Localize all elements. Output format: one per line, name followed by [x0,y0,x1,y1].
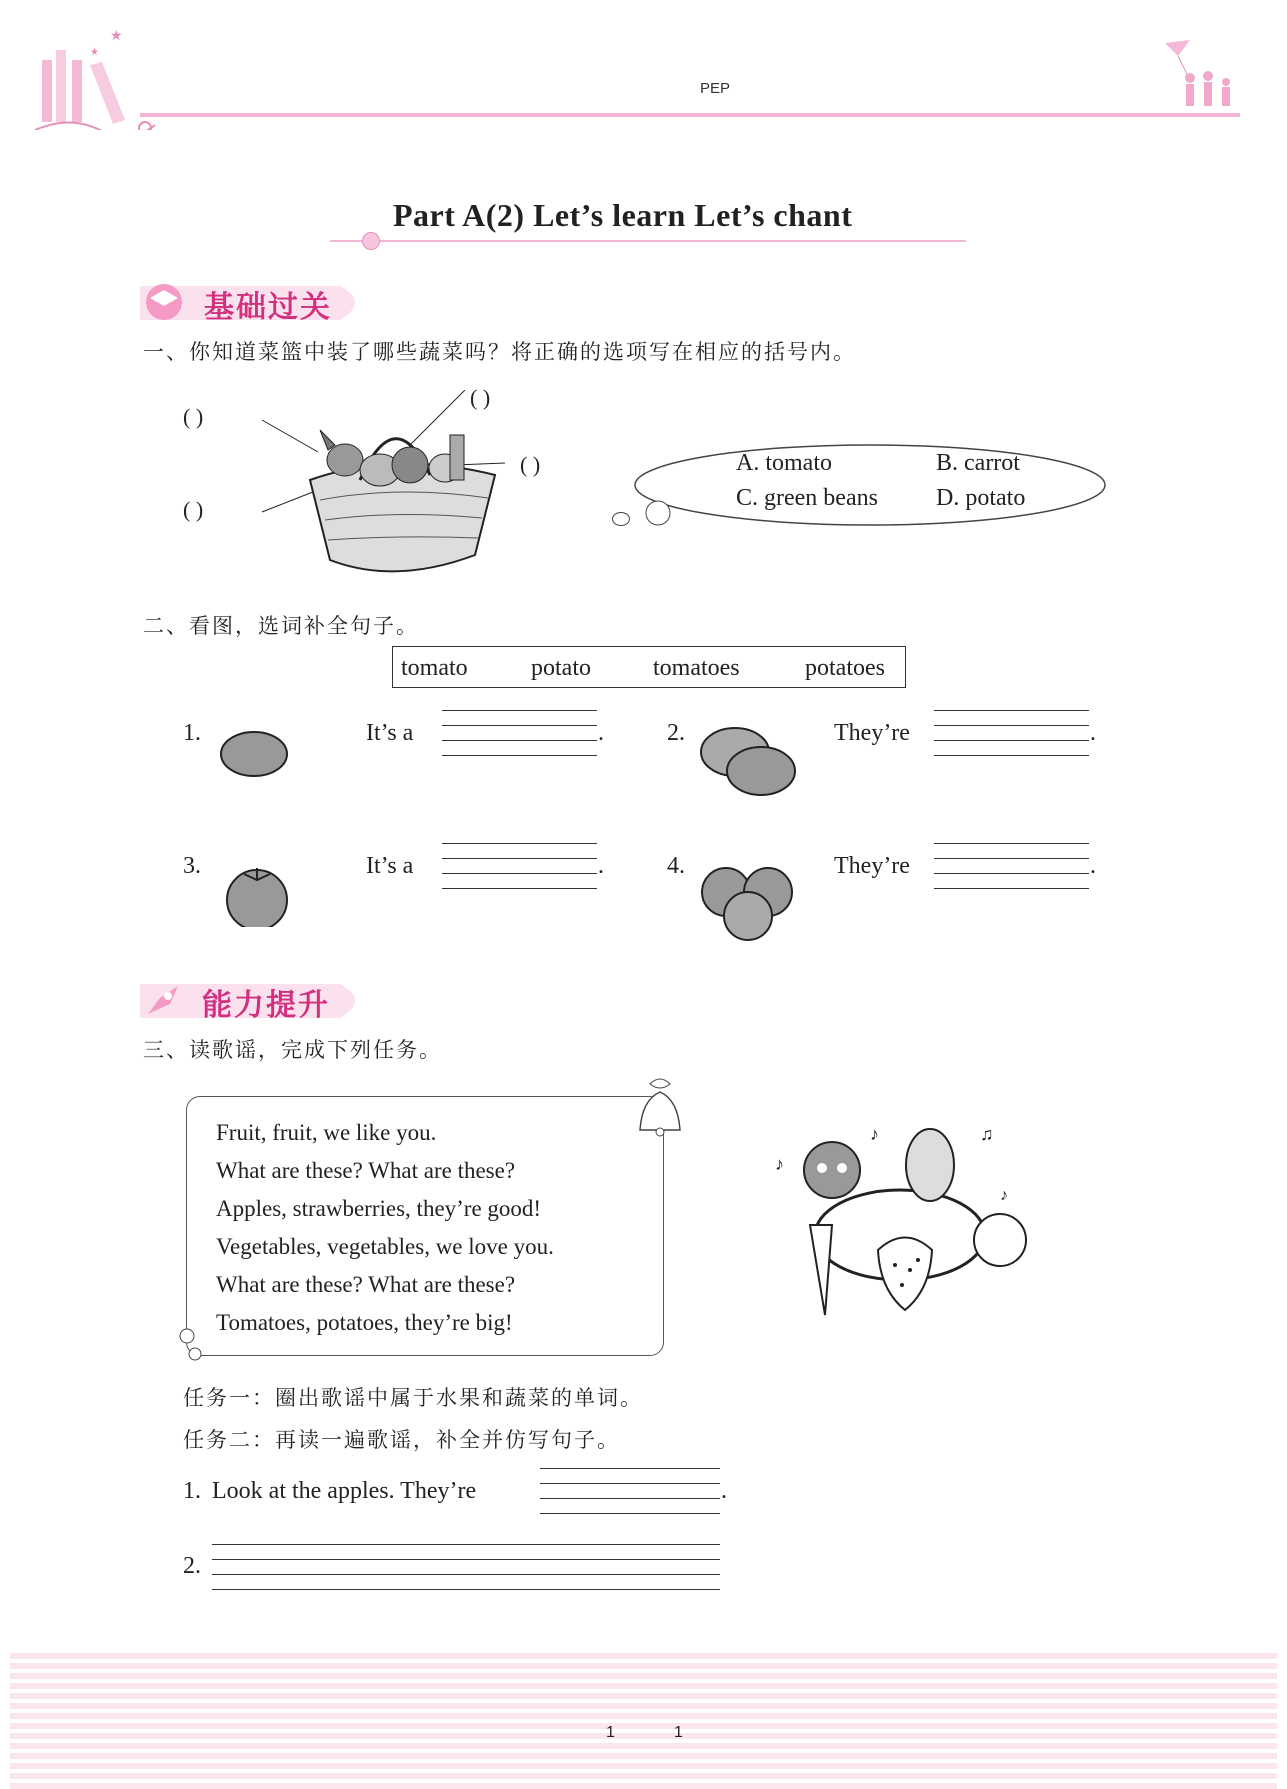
item-1-text: It’s a [366,720,414,746]
potato-icon [218,728,290,785]
cloud-bubble-small-1 [612,512,630,526]
sentence-1-period: . [721,1478,727,1504]
item-1-period: . [598,720,604,746]
section-advanced-heading: 能力提升 [202,988,330,1023]
option-d: D. potato [936,485,1026,511]
section-advanced-banner [140,978,370,1022]
option-a: A. tomato [736,450,832,476]
header-label: PEP [700,80,731,97]
item-4-answer-lines[interactable] [934,843,1089,893]
chant-line-5: What are these? What are these? [216,1272,516,1297]
footer-band [10,1653,1277,1789]
section-basic-heading: 基础过关 [204,290,332,325]
svg-text:★: ★ [110,29,123,44]
tomatoes-icon [698,862,798,949]
title-dot [362,232,380,250]
chant-line-2: What are these? What are these? [216,1158,516,1183]
option-c: C. green beans [736,485,878,511]
page-number-right: 1 [674,1724,683,1741]
sentence-1-text: Look at the apples. They’re [212,1478,477,1504]
vegetable-basket-image [250,390,510,590]
q3-prompt: 三、读歌谣，完成下列任务。 [143,1038,442,1062]
sentence-1-number: 1. [183,1478,201,1504]
item-1-answer-lines[interactable] [442,710,597,760]
page-number-left: 1 [606,1724,615,1741]
item-4-period: . [1090,853,1096,879]
header-line [140,113,1240,117]
answer-blank-3[interactable]: ( ) [470,385,491,410]
word-3: tomatoes [653,655,740,681]
chant-line-4: Vegetables, vegetables, we love you. [216,1234,554,1259]
word-4: potatoes [805,655,885,681]
word-1: tomato [401,655,468,681]
sentence-2-number: 2. [183,1553,201,1579]
header-decoration-right [1160,38,1240,118]
chant-line-3: Apples, strawberries, they’re good! [216,1196,542,1221]
svg-text:♫: ♫ [980,1124,994,1144]
section-basic-banner [140,280,370,324]
word-2: potato [531,655,591,681]
svg-text:♪: ♪ [1000,1187,1008,1204]
item-4-text: They’re [834,853,910,879]
sentence-1-answer-lines[interactable] [540,1468,720,1518]
svg-text:★: ★ [90,47,99,58]
item-1-number: 1. [183,720,201,746]
answer-blank-2[interactable]: ( ) [183,497,204,522]
item-2-number: 2. [667,720,685,746]
word-bank [392,646,906,688]
svg-text:♪: ♪ [870,1124,879,1144]
chant-line-1: Fruit, fruit, we like you. [216,1120,437,1145]
tomato-icon [222,862,292,932]
chant-box-corner-circles [178,1326,208,1367]
potatoes-icon [695,724,800,804]
item-3-text: It’s a [366,853,414,879]
sentence-2-answer-lines[interactable] [212,1544,720,1594]
svg-text:♪: ♪ [775,1154,784,1174]
item-2-period: . [1090,720,1096,746]
answer-blank-4[interactable]: ( ) [520,452,541,477]
option-b: B. carrot [936,450,1020,476]
item-2-answer-lines[interactable] [934,710,1089,760]
item-3-answer-lines[interactable] [442,843,597,893]
chant-line-6: Tomatoes, potatoes, they’re big! [216,1310,513,1335]
answer-blank-1[interactable]: ( ) [183,404,204,429]
bell-icon [620,1070,690,1145]
page-title: Part A(2) Let’s learn Let’s chant [393,197,853,233]
task-1: 任务一：圈出歌谣中属于水果和蔬菜的单词。 [183,1386,643,1410]
q2-prompt: 二、看图，选词补全句子。 [143,614,419,638]
title-underline [330,240,966,242]
item-4-number: 4. [667,853,685,879]
item-2-text: They’re [834,720,910,746]
item-3-period: . [598,853,604,879]
task-2: 任务二：再读一遍歌谣，补全并仿写句子。 [183,1428,620,1452]
dancing-fruits-illustration [770,1110,1030,1350]
q1-prompt: 一、你知道菜篮中装了哪些蔬菜吗？将正确的选项写在相应的括号内。 [143,340,856,364]
item-3-number: 3. [183,853,201,879]
